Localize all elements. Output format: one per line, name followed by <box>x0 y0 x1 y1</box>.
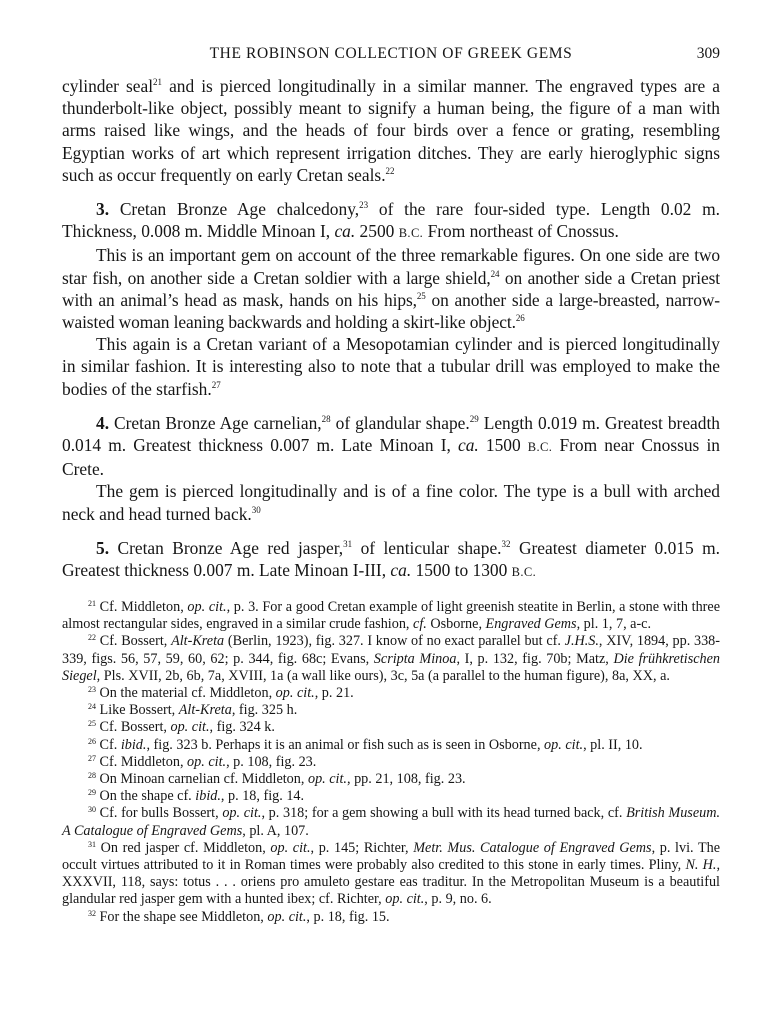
footnote: $^{24}$ Like Bossert, Alt-Kreta, fig. 325 h. <box>88 702 298 719</box>
footnote-ref[interactable]: 23 <box>359 200 369 211</box>
main-text <box>62 75 720 583</box>
running-header <box>62 45 720 67</box>
footnote: $^{28}$ On Minoan carnelian cf. Middleton, op. cit., pp. 21, 108, fig. 23. <box>88 771 466 788</box>
footnote-ref[interactable]: 29 <box>469 413 479 424</box>
footnote-ref[interactable]: 21 <box>153 77 163 87</box>
entry-3-commentary: This again is a Cretan variant of a Mesopotamian cylinder and is pierced longitudinally in similar fashion. It is interesting also to note that a tubular drill was employed to make the bodies of the starfish.$^{27}$ <box>62 334 720 399</box>
footnote: $^{23}$ On the material cf. Middleton, op. cit., p. 21. <box>88 685 354 702</box>
footnote: $^{32}$ For the shape see Middleton, op. cit., p. 18, fig. 15. <box>88 908 390 925</box>
footnote-ref[interactable]: 22 <box>385 165 395 176</box>
footnote-ref[interactable]: 26 <box>515 313 525 324</box>
entry-4-heading: 4. Cretan Bronze Age carnelian,$^{28}$ of glandular shape.$^{29}$ Length 0.019 m. Greatest breadth 0.014 m. Greatest thickness 0.007 m. Late Minoan I, ca. 1500 B.C. From near Cnossus in Crete. <box>62 412 720 480</box>
footnotes <box>62 599 720 926</box>
footnote: $^{31}$ On red jasper cf. Middleton, op. cit., p. 145; Richter, Metr. Mus. Catalogue of Engraved Gems, p. lvi. The occult virtues attributed to it in Roman times were probably also credited to this stone in early times. Pliny, N. H., XXXVII, 118, says: totus . . . oriens pro amuleto gestare eas traditur. In the Metropolitan Museum is a beautiful glandular red jasper gem with a hunted ibex; cf. Richter, op. cit., p. 9, no. 6. <box>62 839 721 908</box>
entry-number: 3. <box>96 199 110 220</box>
footnote: $^{25}$ Cf. Bossert, op. cit., fig. 324 k. <box>88 719 275 736</box>
entry-4-description: The gem is pierced longitudinally and is of a fine color. The type is a bull with arched neck and head turned back.$^{30}$ <box>62 481 720 524</box>
footnote-ref[interactable]: 32 <box>501 538 511 549</box>
entry-3-heading: 3. Cretan Bronze Age chalcedony,$^{23}$ of the rare four-sided type. Length 0.02 m. Thickness, 0.008 m. Middle Minoan I, ca. 2500 B.C. From northeast of Cnossus. <box>62 199 720 242</box>
footnote: $^{29}$ On the shape cf. ibid., p. 18, fig. 14. <box>88 788 305 805</box>
footnote: $^{22}$ Cf. Bossert, Alt-Kreta (Berlin, 1923), fig. 327. I know of no exact parallel but cf. J.H.S., XIV, 1894, pp. 338-339, figs. 56, 57, 59, 60, 62; p. 344, fig. 68c; Evans, Scripta Minoa, I, p. 132, fig. 70b; Matz, Die frühkretischen Siegel, Pls. XVII, 2b, 6b, 7a, XVIII, 1a (a wall like ours), 3c, 5a (a parallel to the human figure), 8a, XX, a. <box>62 633 721 684</box>
entry-5-heading: 5. Cretan Bronze Age red jasper,$^{31}$ of lenticular shape.$^{32}$ Greatest diameter 0.015 m. Greatest thickness 0.007 m. Late Minoan I-III, ca. 1500 to 1300 B.C. <box>62 537 720 581</box>
page-number: 309 <box>696 45 720 62</box>
continuation-paragraph: cylinder seal$^{21}$ and is pierced longitudinally in a similar manner. The engraved types are a thunderbolt-like object, possibly meant to signify a human being, the figure of a man with arms raised like wings, and the heads of four birds over a fence or grating, resembling Egyptian works of art which represent irrigation ditches. They are early hieroglyphic signs such as occur frequently on early Cretan seals.$^{22}$ <box>62 76 720 185</box>
footnote-ref[interactable]: 31 <box>343 538 353 549</box>
footnote-ref[interactable]: 24 <box>490 268 500 279</box>
running-title: THE ROBINSON COLLECTION OF GREEK GEMS <box>209 45 573 62</box>
footnote: $^{27}$ Cf. Middleton, op. cit., p. 108, fig. 23. <box>88 753 317 770</box>
footnote-ref[interactable]: 30 <box>251 504 261 515</box>
footnote-ref[interactable]: 27 <box>211 379 221 390</box>
footnote: $^{26}$ Cf. ibid., fig. 323 b. Perhaps it is an animal or fish such as is seen in Osborne, op. cit., pl. II, 10. <box>88 736 643 753</box>
entry-number: 5. <box>96 537 110 558</box>
footnote-ref[interactable]: 28 <box>321 413 331 424</box>
entry-3-description: This is an important gem on account of the three remarkable figures. On one side are two star fish, on another side a Cretan soldier with a large shield,$^{24}$ on another side a Cretan priest with an animal’s head as mask, hands on his hips,$^{25}$ on another side a large-breasted, narrow-waisted woman leaning backwards and holding a skirt-like object.$^{26}$ <box>62 245 720 333</box>
footnote: $^{21}$ Cf. Middleton, op. cit., p. 3. For a good Cretan example of light greenish steatite in Berlin, a stone with three almost rectangular sides, engraved in a similar crude fashion, cf. Osborne, Engraved Gems, pl. 1, 7, a-c. <box>62 599 720 633</box>
footnote: $^{30}$ Cf. for bulls Bossert, op. cit., p. 318; for a gem showing a bull with its head turned back, cf. British Museum. A Catalogue of Engraved Gems, pl. A, 107. <box>62 805 721 839</box>
footnote-ref[interactable]: 25 <box>416 290 426 301</box>
entry-number: 4. <box>96 412 110 433</box>
